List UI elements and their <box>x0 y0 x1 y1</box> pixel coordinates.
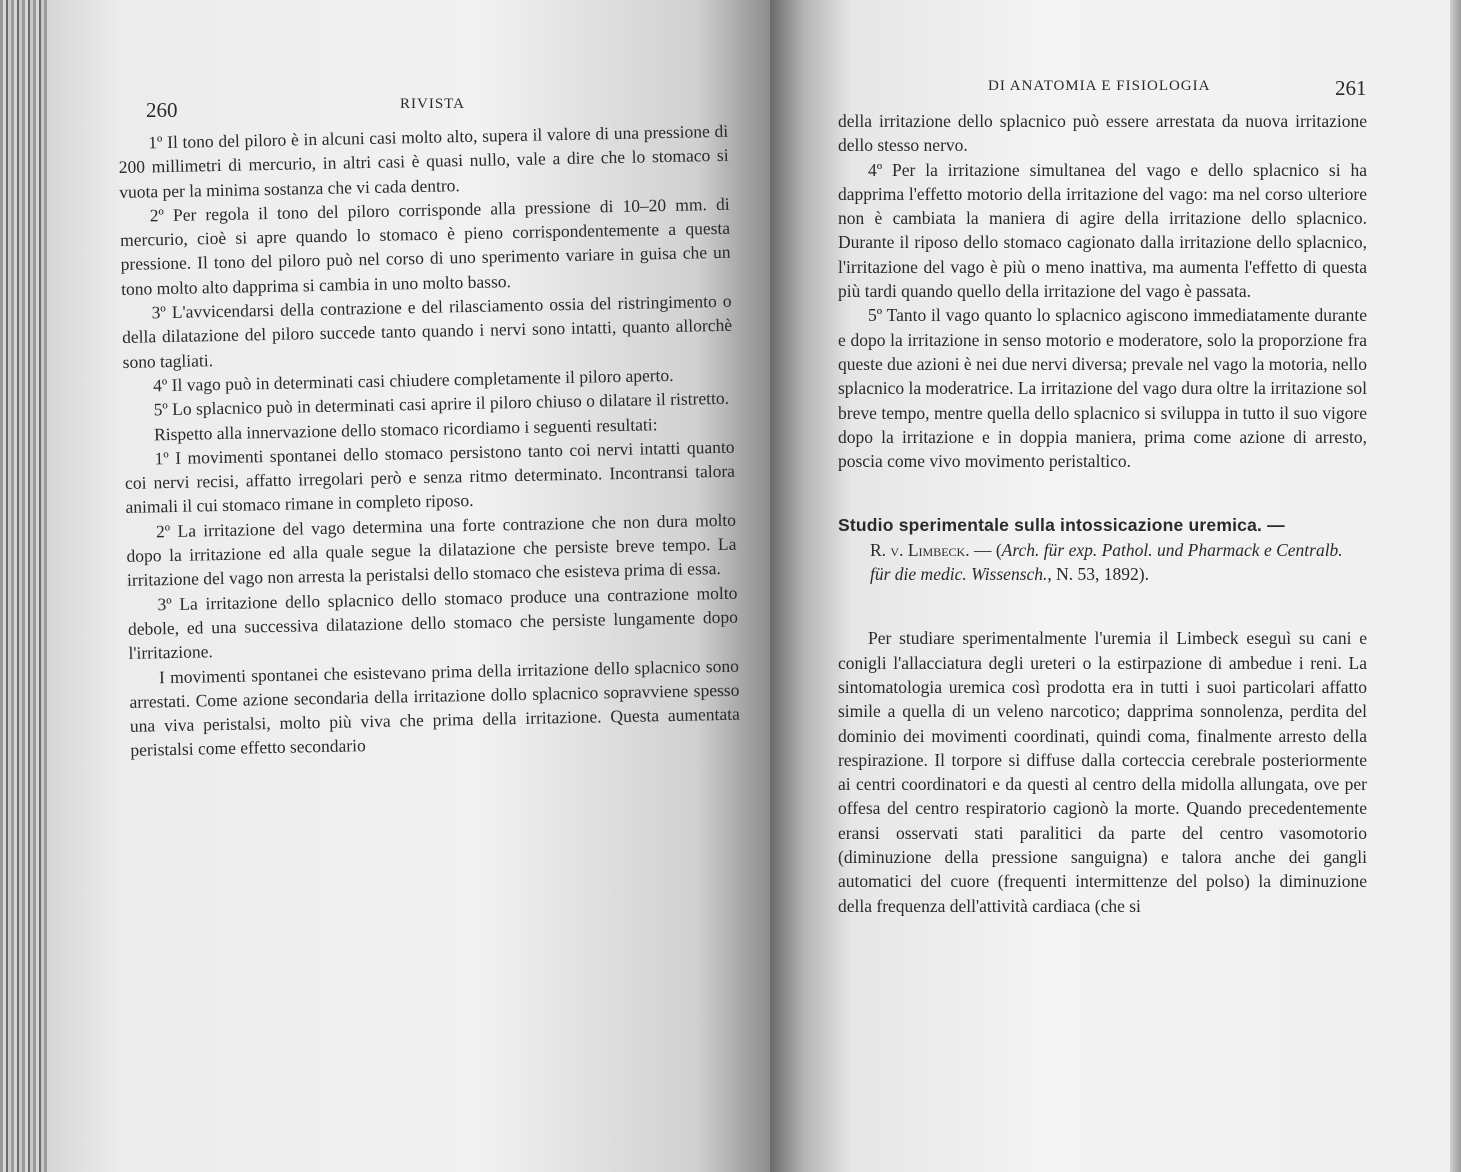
right-running-head: DI ANATOMIA E FISIOLOGIA <box>988 78 1211 94</box>
section-gap <box>838 586 1367 626</box>
citation-author: R. v. Limbeck. — ( <box>870 539 1002 560</box>
paragraph: 4º Il vago può in determinati casi chiudere completamente il piloro aperto. <box>152 364 674 396</box>
left-page-body <box>118 119 741 763</box>
paragraph: della irritazione dello splacnico può essere arrestata da nuova irritazione dello stesso nervo. <box>838 111 1367 156</box>
paragraph: 1º I movimenti spontanei dello stomaco persistono tanto coi nervi intatti quanto coi nervi recisi, affatto irregolari però e senza ritmo determinato. Incontransi talora animali il cui stomaco rimane in completo riposo. <box>124 436 736 518</box>
page-edge-right <box>1450 0 1461 1172</box>
paragraph: Rispetto alla innervazione dello stomaco ricordiamo i seguenti resultati: <box>153 413 658 444</box>
citation-tail: , N. 53, 1892). <box>1047 564 1149 585</box>
paragraph: 1º Il tono del piloro è in alcuni casi molto alto, supera il valore di una pressione di 200 millimetri di mercurio, in altri casi è quasi nullo, vale a dire che lo stomaco si vuota per la minima sostanza che vi cada dentro. <box>118 120 729 202</box>
paragraph: 3º L'avvicendarsi della contrazione e del rilasciamento ossia del ristringimento o della dilatazione del piloro succede tanto quando i nervi sono intatti, quanto allorchè sono tagliati. <box>121 290 733 372</box>
paragraph: 2º La irritazione del vago determina una forte contrazione che non dura molto dopo la irritazione ed alla quale segue la dilatazione che persiste breve tempo. La irritazione del vago non arresta la peristalsi dello stomaco che esisteva prima di essa. <box>126 509 737 591</box>
paragraph: 4º Per la irritazione simultanea del vago e dello splacnico si ha dapprima l'effetto motorio della irritazione del vago: ma nel corso ulteriore non è cambiata la maniera di agire della irritazione dello splacnico. Durante il riposo dello stomaco cagionato dalla irritazione dello splacnico, l'irritazione del vago è più o meno inattiva, ma aumenta l'effetto di questa più tardi quando quello della irritazione del vago è passata. <box>838 159 1367 302</box>
paragraph: 3º La irritazione dello splacnico dello stomaco produce una contrazione molto debole, ed una successiva dilatazione dello stomaco che persiste lungamente dopo l'irritazione. <box>127 582 739 664</box>
section-gap <box>838 473 1367 513</box>
paragraph: I movimenti spontanei che esistevano prima della irritazione dello splacnico sono arrestati. Come azione secondaria della irritazione dollo splacnico sopravviene spesso una viva peristalsi, molto più viva che prima della irritazione. Questa aumentata peristalsi come effetto secondario <box>129 655 741 761</box>
paragraph: 5º Lo splacnico può in determinati casi aprire il piloro chiuso o dilatare il ristretto. <box>153 388 730 420</box>
article-title: Studio sperimentale sulla intossicazione uremica. — <box>838 515 1285 536</box>
article-citation <box>838 538 1367 587</box>
page-edges-left <box>0 0 48 1172</box>
paragraph: 5º Tanto il vago quanto lo splacnico agiscono immediatamente durante e dopo la irritazione in senso motorio e moderatore, solo la proporzione fra queste due azioni è nei due nervi diversa; prevale nel vago la motoria, nello splacnico la moderatrice. La irritazione del vago dura oltre la irritazione sol breve tempo, mentre quella dello splacnico si sviluppa in tutto il suo vigore dopo la irritazione e in doppia maniera, prima come azione di arresto, poscia come vivo movimento peristaltico. <box>838 305 1367 472</box>
citation-source: Arch. für exp. Pathol. und Pharmack e Centralb. für die medic. Wissensch. <box>870 539 1343 585</box>
left-running-head: RIVISTA <box>400 96 465 112</box>
paragraph: Per studiare sperimentalmente l'uremia il Limbeck eseguì su cani e conigli l'allacciatura degli ureteri o la estirpazione di ambedue i reni. La sintomatologia uremica così prodotta era in tutti i suoi particolari affatto simile a quella di un veleno narcotico; dapprima sonnolenza, perdita del dominio dei movimenti coordinati, quindi coma, finalmente arresto della respirazione. Il torpore si diffuse dalla corteccia cerebrale posteriormente ai centri coordinatori e da questi al centro della midolla allungata, ove per offesa del centro respiratorio cagionò la morte. Quando precedentemente eransi osservati stati paralitici da parte del centro vasomotorio (diminuzione della pressione sanguigna) e talora anche dei gangli automatici del cuore (frequenti intermittenze del polso) la diminuzione della frequenza dell'attività cardiaca (che si <box>838 628 1367 916</box>
paragraph: 2º Per regola il tono del piloro corrisponde alla pressione di 10–20 mm. di mercurio, cioè si apre quando lo stomaco è pieno corrispondentemente a questa pressione. Il tono del piloro può nel corso di uno sperimento variare in guisa che un tono molto alto dapprima si cambia in uno molto basso. <box>119 193 731 299</box>
left-page-number: 260 <box>146 98 178 122</box>
right-page-number: 261 <box>1335 76 1367 100</box>
right-page-body <box>838 109 1367 918</box>
